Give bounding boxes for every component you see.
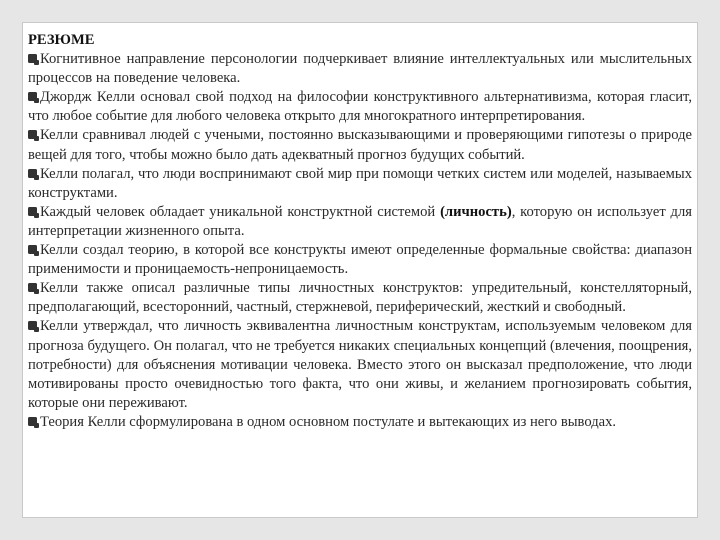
list-item [28, 203, 692, 241]
emphasis-text: (личность) [440, 203, 512, 220]
list-item [28, 241, 692, 279]
list-item [28, 165, 692, 203]
list-item-text: Теория Келли сформулирована в одном основном постулате и вытекающих из него выводах. [40, 413, 617, 430]
list-item [28, 50, 692, 88]
list-item-text: Джордж Келли основал свой подход на философии конструктивного альтернативизма, которая гласит, что любое событие для любого человека открыто для многократного интерпретирования. [28, 89, 692, 125]
list-item-text: Келли создал теорию, в которой все конструкты имеют определенные формальные свойства: диапазон применимости и проницаемость-непроницаемость. [28, 242, 692, 278]
list-item [28, 413, 692, 432]
square-bullet-icon [28, 54, 37, 63]
list-item-text: Каждый человек обладает уникальной конструктной системой [40, 203, 441, 220]
square-bullet-icon [28, 283, 37, 292]
list-item-text: Келли утверждал, что личность эквивалентна личностным конструктам, используемым человеком для прогноза будущего. Он полагал, что не требуется никаких специальных концепций (влечения, поощрения, потребности) для объяснения мотивации человека. Вместо этого он высказал предположение, что люди мотивированы просто очевидностью того факта, что они живы, и желанием прогнозировать события, которые они переживают. [28, 318, 692, 411]
square-bullet-icon [28, 321, 37, 330]
list-item-text: , которую он использует для интерпретации жизненного опыта. [28, 203, 692, 239]
list-item [28, 279, 692, 317]
list-item [28, 126, 692, 164]
list-item-text: Когнитивное направление персонологии подчеркивает влияние интеллектуальных или мыслительных процессов на поведение человека. [28, 51, 692, 87]
square-bullet-icon [28, 169, 37, 178]
list-item [28, 88, 692, 126]
square-bullet-icon [28, 207, 37, 216]
square-bullet-icon [28, 92, 37, 101]
list-item-text: Келли полагал, что люди воспринимают свой мир при помощи четких систем или моделей, называемых конструктами. [28, 165, 692, 201]
square-bullet-icon [28, 130, 37, 139]
list-item-text: Келли также описал различные типы личностных конструктов: упредительный, констелляторный, предполагающий, всесторонний, частный, стержневой, периферический, жесткий и свободный. [28, 280, 692, 316]
list-item-text: Келли сравнивал людей с учеными, постоянно высказывающими и проверяющими гипотезы о природе вещей для того, чтобы можно было дать адекватный прогноз будущих событий. [28, 127, 692, 163]
slide [22, 22, 698, 518]
square-bullet-icon [28, 245, 37, 254]
page-title: РЕЗЮМЕ [28, 32, 95, 48]
square-bullet-icon [28, 417, 37, 426]
list-item [28, 317, 692, 412]
slide-content [28, 31, 692, 432]
